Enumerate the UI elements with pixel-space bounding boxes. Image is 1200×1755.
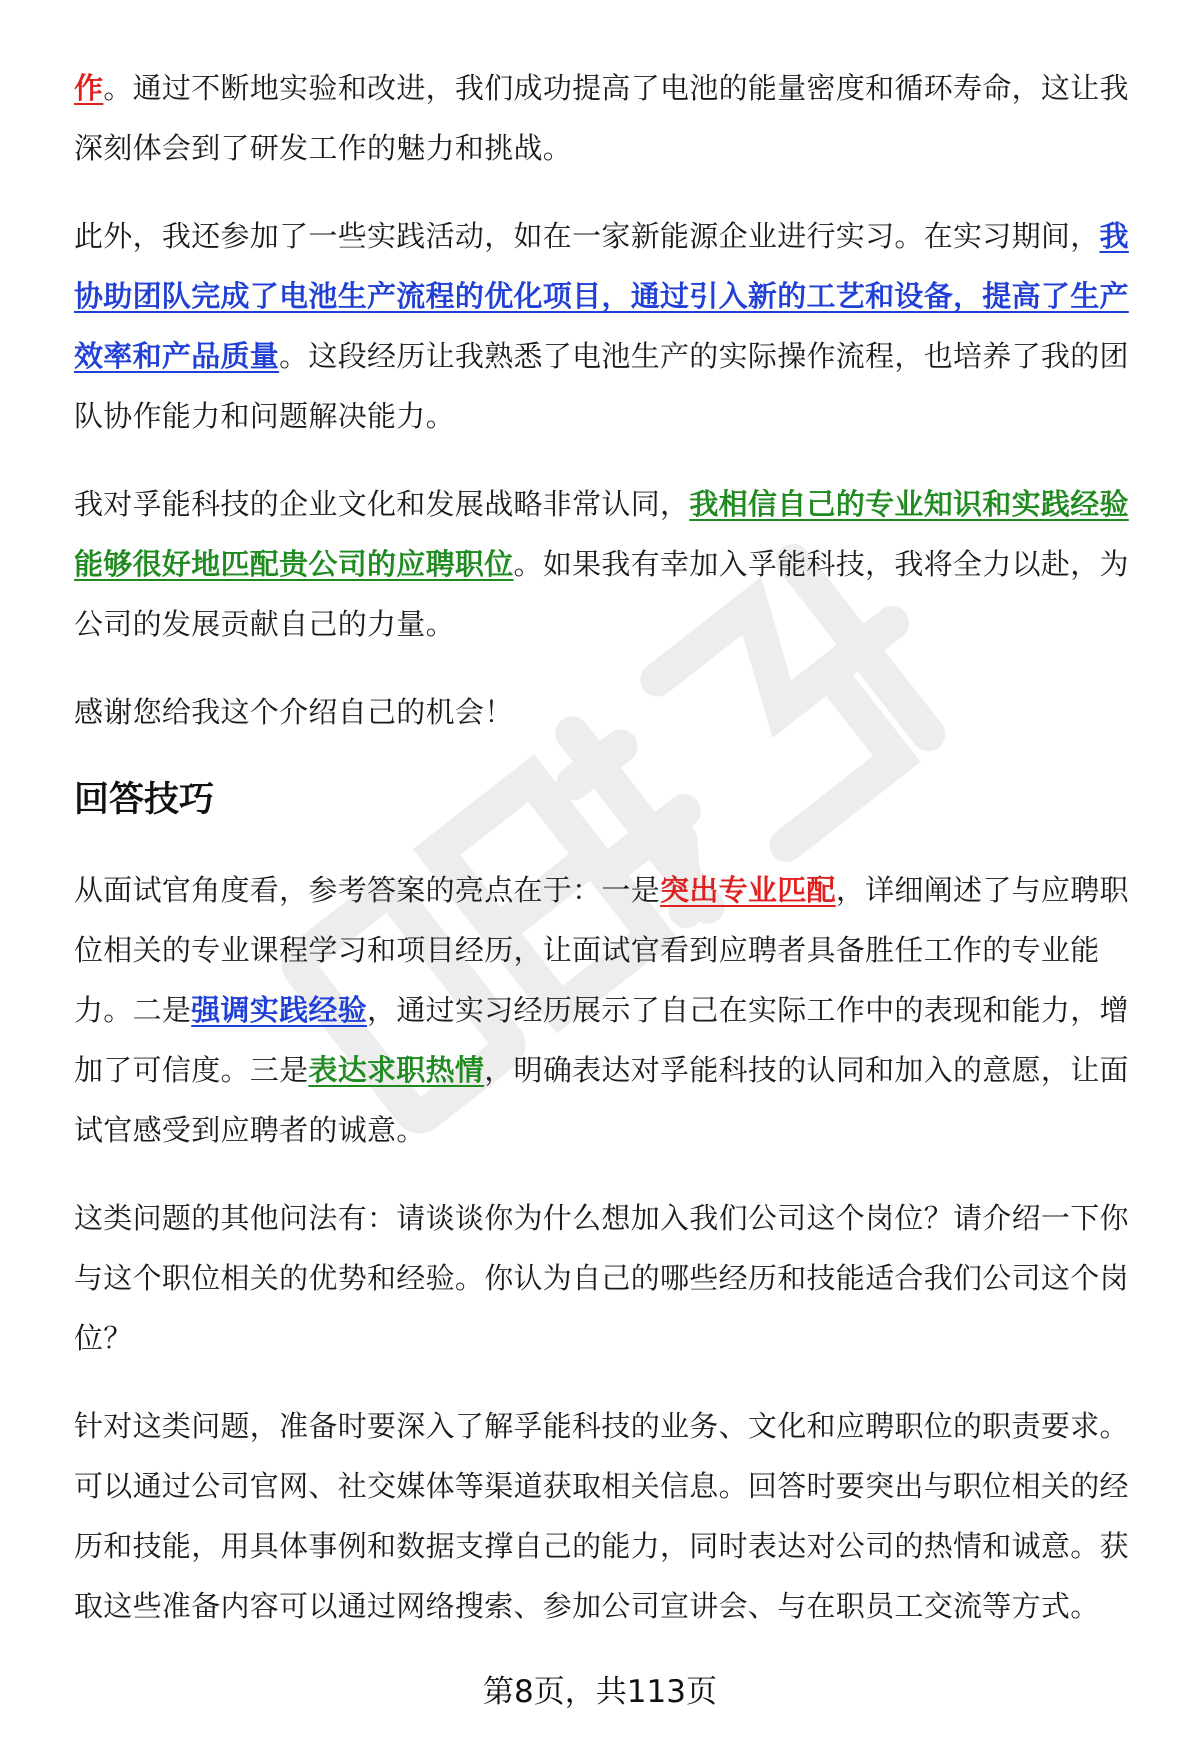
text-segment: 此外，我还参加了一些实践活动，如在一家新能源企业进行实习。在实习期间， bbox=[74, 219, 1100, 253]
highlight-blue: 强调实践经验 bbox=[191, 993, 368, 1027]
paragraph-thanks bbox=[74, 682, 1146, 742]
highlight-blue: 我协助团队完成了电池生产流程的优化项目，通过引入新的工艺和设备，提高了生产效率和产品质量 bbox=[74, 219, 1129, 373]
highlight-green: 表达求职热情 bbox=[308, 1053, 485, 1087]
highlight-green: 我相信自己的专业知识和实践经验能够很好地匹配贵公司的应聘职位 bbox=[74, 487, 1129, 581]
text-segment: ，明确表达对孚能科技的认同和加入的意愿，让面试官感受到应聘者的诚意。 bbox=[74, 1053, 1129, 1147]
text-segment: 这类问题的其他问法有：请谈谈你为什么想加入我们公司这个岗位？请介绍一下你与这个职位相关的优势和经验。你认为自己的哪些经历和技能适合我们公司这个岗位？ bbox=[74, 1201, 1129, 1355]
paragraph-preparation bbox=[74, 1396, 1146, 1636]
text-segment: ，通过实习经历展示了自己在实际工作中的表现和能力，增加了可信度。三是 bbox=[74, 993, 1129, 1087]
section-title: 回答技巧 bbox=[74, 780, 215, 820]
text-segment: 针对这类问题，准备时要深入了解孚能科技的业务、文化和应聘职位的职责要求。可以通过公司官网、社交媒体等渠道获取相关信息。回答时要突出与职位相关的经历和技能，用具体事例和数据支撑自己的能力，同时表达对公司的热情和诚意。获取这些准备内容可以通过网络搜索、参加公司宣讲会、与在职员工交流等方式。 bbox=[74, 1409, 1129, 1623]
paragraph-internship bbox=[74, 206, 1146, 446]
text-segment: 。这段经历让我熟悉了电池生产的实际操作流程，也培养了我的团队协作能力和问题解决能力。 bbox=[74, 339, 1129, 433]
text-segment: 从面试官角度看，参考答案的亮点在于：一是 bbox=[74, 873, 661, 907]
text-segment: 作 bbox=[74, 71, 104, 105]
text-segment: 。如果我有幸加入孚能科技，我将全力以赴，为公司的发展贡献自己的力量。 bbox=[74, 547, 1129, 641]
paragraph-highlights bbox=[74, 860, 1146, 1160]
text-segment: 。通过不断地实验和改进，我们成功提高了电池的能量密度和循环寿命，这让我深刻体会到了研发工作的魅力和挑战。 bbox=[74, 71, 1129, 165]
document-body bbox=[74, 58, 1146, 1664]
paragraph-other-questions bbox=[74, 1188, 1146, 1368]
text-segment: 我对孚能科技的企业文化和发展战略非常认同， bbox=[74, 487, 690, 521]
paragraph-culture bbox=[74, 474, 1146, 654]
text-segment: 感谢您给我这个介绍自己的机会！ bbox=[74, 695, 514, 729]
paragraph-research bbox=[74, 58, 1146, 178]
text-segment: ，详细阐述了与应聘职位相关的专业课程学习和项目经历，让面试官看到应聘者具备胜任工作的专业能力。二是 bbox=[74, 873, 1129, 1027]
highlight-red: 突出专业匹配 bbox=[660, 873, 836, 907]
page-number: 第8页，共113页 bbox=[483, 1674, 717, 1710]
